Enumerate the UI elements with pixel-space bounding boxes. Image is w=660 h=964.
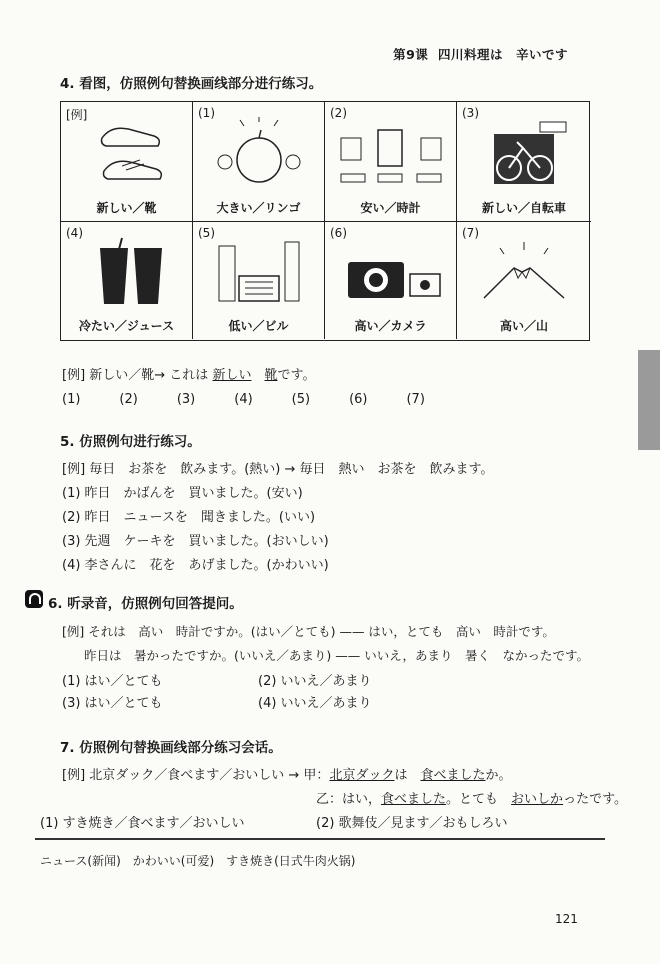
s7-item-2: (2) 歌舞伎／見ます／おもしろい (316, 816, 508, 831)
section-7-title: 7. 仿照例句替换画线部分练习会话。 (60, 740, 282, 756)
mountain-icon (474, 236, 574, 311)
s7-item-1: (1) すき焼き／食べます／おいしい (40, 816, 245, 831)
cell-caption: 高い／山 (499, 319, 548, 333)
lesson-title: 四川料理は 辛いです (437, 47, 568, 62)
cell-number: [例] (66, 108, 88, 122)
apple-icon (209, 116, 309, 191)
s5-item-2: (2) 昨日 ニュースを 聞きました。(いい) (62, 510, 316, 525)
s7-answer (316, 788, 627, 807)
cell-5 (193, 222, 325, 339)
s5-example: [例] 毎日 お茶を 飲みます。(熱い) → 毎日 熱い お茶を 飲みます。 (62, 462, 494, 477)
building-icon (209, 236, 309, 311)
s5-item-4: (4) 李さんに 花を あげました。(かわいい) (62, 558, 329, 573)
cell-caption: 安い／時計 (360, 201, 421, 215)
example-text: [例] 北京ダック／食べます／おいしい → 甲： (62, 768, 330, 783)
example-underline-1: 新しい (212, 368, 252, 383)
s7-example (62, 764, 512, 783)
s6-example-2: 昨日は 暑かったですか。(いいえ／あまり) —— いいえ，あまり 暑く なかったです。 (84, 648, 589, 663)
example-text: [例] 新しい／靴→ これは (62, 368, 213, 383)
answer-text-end: ったです。 (563, 792, 628, 807)
answer-text: 乙：はい， (316, 792, 382, 807)
s6-example-1: [例] それは 高い 時計ですか。(はい／とても) —— はい，とても 高い 時計です。 (62, 624, 555, 639)
s5-item-3: (3) 先週 ケーキを 買いました。(おいしい) (62, 534, 329, 549)
cell-number: (7) (462, 226, 479, 240)
cell-caption: 新しい／自転車 (481, 201, 566, 215)
footnote-divider (35, 838, 605, 840)
shoes-icon (82, 116, 172, 191)
s5-item-1: (1) 昨日 かばんを 買いました。(安い) (62, 486, 303, 501)
cell-3 (457, 102, 591, 222)
page-header (393, 45, 568, 63)
cell-caption: 高い／カメラ (354, 319, 427, 333)
s6-item-1: (1) はい／とても (62, 674, 163, 689)
clock-icon (336, 116, 446, 191)
bicycle-icon (474, 116, 574, 191)
cell-caption: 大きい／リンゴ (216, 201, 301, 215)
cell-1 (193, 102, 325, 222)
page-edge-tab (638, 350, 660, 450)
cell-caption: 低い／ビル (228, 319, 289, 333)
example-space (251, 368, 264, 383)
juice-icon (82, 236, 172, 311)
s4-item-numbers: (1) (2) (3) (4) (5) (6) (7) (62, 392, 425, 407)
lesson-label: 第9课 (393, 47, 429, 62)
cell-4 (61, 222, 193, 339)
example-underline-2: 食べました (420, 768, 486, 783)
example-text-mid: は (394, 768, 421, 783)
cell-caption: 冷たい／ジュース (78, 319, 175, 333)
page-number: 121 (555, 912, 578, 926)
cell-number: (5) (198, 226, 215, 240)
cell-6 (325, 222, 457, 339)
answer-text-mid: 。とても (446, 792, 512, 807)
section-6-title: 6. 听录音，仿照例句回答提问。 (48, 596, 243, 612)
cell-caption: 新しい／靴 (96, 201, 157, 215)
headphone-icon (25, 590, 43, 608)
example-text-end: です。 (277, 368, 316, 383)
cell-example (61, 102, 193, 222)
example-text-end: か。 (485, 768, 512, 783)
footnote-vocabulary: ニュース(新闻) かわいい(可爱) すき焼き(日式牛肉火锅) (40, 854, 356, 868)
cell-number: (3) (462, 106, 479, 120)
camera-icon (336, 236, 446, 311)
cell-number: (4) (66, 226, 83, 240)
example-underline-2: 靴 (264, 368, 278, 383)
picture-grid (60, 101, 590, 341)
s6-item-4: (4) いいえ／あまり (258, 696, 372, 711)
s6-item-3: (3) はい／とても (62, 696, 163, 711)
example-underline-1: 北京ダック (329, 768, 395, 783)
s6-item-2: (2) いいえ／あまり (258, 674, 372, 689)
section-5-title: 5. 仿照例句进行练习。 (60, 434, 201, 450)
cell-2 (325, 102, 457, 222)
answer-underline-2: おいしか (511, 792, 564, 807)
cell-number: (1) (198, 106, 215, 120)
section-4-title: 4. 看图，仿照例句替换画线部分进行练习。 (60, 76, 323, 92)
s4-example (62, 364, 315, 383)
cell-7 (457, 222, 591, 339)
cell-number: (2) (330, 106, 347, 120)
cell-number: (6) (330, 226, 347, 240)
answer-underline-1: 食べました (381, 792, 447, 807)
